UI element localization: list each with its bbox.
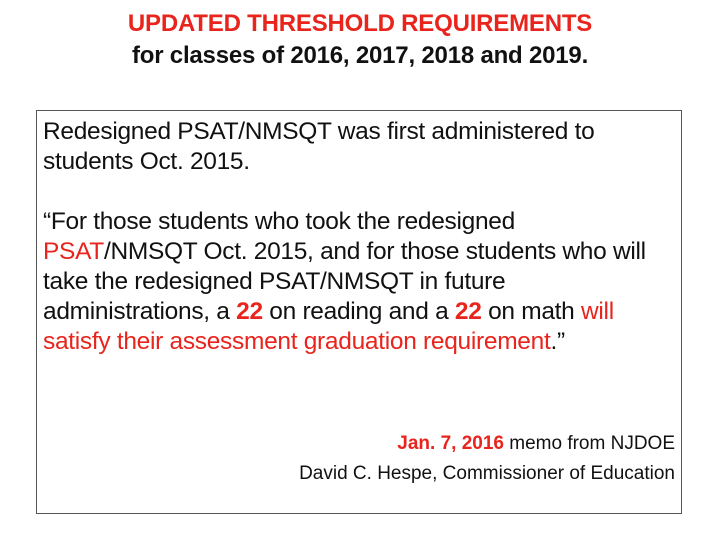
memo-date: Jan. 7, 2016	[397, 433, 504, 454]
title-subheading: for classes of 2016, 2017, 2018 and 2019.	[131, 42, 589, 69]
slide-title	[0, 8, 720, 72]
quote-open-text: “For those students who took the redesigned	[43, 208, 515, 235]
quote-text-part2: /NMSQT Oct. 2015, and for those students who will take the redesigned PSAT/NMSQT in future administrations, a	[43, 238, 646, 325]
attribution	[299, 429, 675, 489]
quote-text-part4: on math	[481, 298, 582, 325]
memo-source: memo from NJDOE	[503, 433, 675, 454]
content-box	[36, 110, 682, 514]
quote-text-part3: on reading and a	[262, 298, 455, 325]
attribution-line1	[299, 429, 675, 459]
intro-paragraph: Redesigned PSAT/NMSQT was first administered to students Oct. 2015.	[43, 118, 595, 175]
graduation-requirement-highlight: will satisfy their assessment graduation requirement	[43, 298, 614, 355]
reading-score: 22	[236, 298, 263, 325]
quote-paragraph	[43, 207, 673, 357]
math-score: 22	[454, 298, 482, 325]
attribution-author: David C. Hespe, Commissioner of Education	[299, 463, 675, 484]
quote-close-text: .”	[550, 328, 565, 355]
quote-psat-highlight: PSAT	[43, 238, 104, 265]
title-heading: UPDATED THRESHOLD REQUIREMENTS	[127, 10, 593, 37]
